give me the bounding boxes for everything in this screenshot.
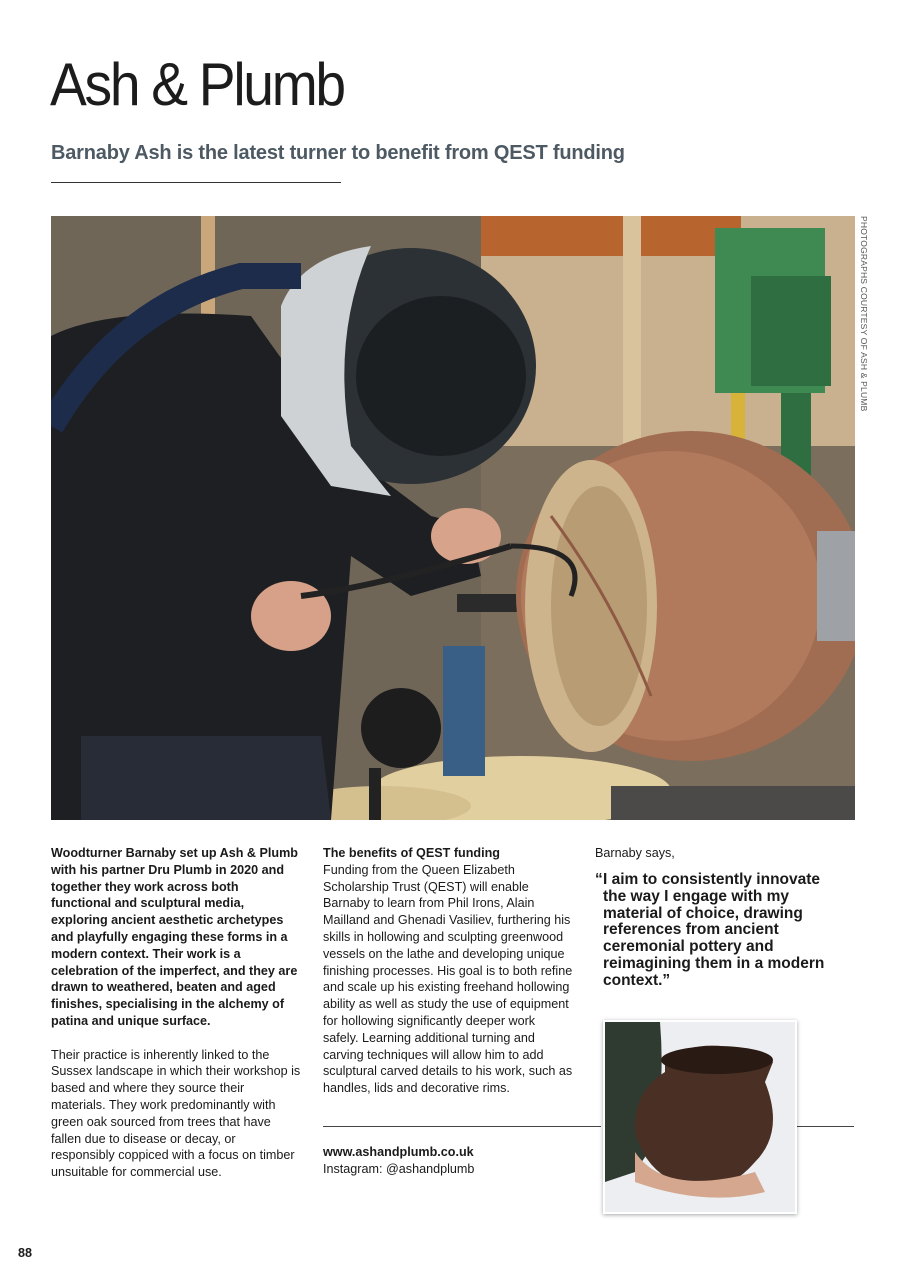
quote-lead: Barnaby says, <box>595 846 675 860</box>
quote-open-mark: “ <box>595 871 603 888</box>
contact-links <box>323 1144 583 1178</box>
vessel-photo <box>603 1020 797 1214</box>
woodturning-photo <box>51 216 855 820</box>
page-subtitle: Barnaby Ash is the latest turner to benefit from QEST funding <box>51 142 625 164</box>
column-3 <box>595 845 855 862</box>
vessel-illustration <box>605 1022 795 1212</box>
quote-text: I aim to consistently innovate the way I engage with my material of choice, drawing references from ancient ceremonial pottery and reimagining them in a modern context.” <box>603 871 825 989</box>
woodturning-illustration <box>51 216 855 820</box>
divider-bottom-left <box>323 1126 601 1127</box>
instagram-handle[interactable]: Instagram: @ashandplumb <box>323 1161 475 1176</box>
divider-bottom-right <box>792 1126 854 1127</box>
column-2 <box>323 845 573 1097</box>
page-title: Ash & Plumb <box>50 51 344 118</box>
website-link[interactable]: www.ashandplumb.co.uk <box>323 1145 474 1159</box>
page-number: 88 <box>18 1246 33 1260</box>
title-divider <box>51 182 341 183</box>
section-heading: The benefits of QEST funding <box>323 846 501 860</box>
photo-credit: PHOTOGRAPHS COURTESY OF ASH & PLUMB <box>859 216 869 412</box>
column-1 <box>51 845 301 1181</box>
intro-paragraph: Woodturner Barnaby set up Ash & Plumb with his partner Dru Plumb in 2020 and together they work across both functional and sculptural media, exploring ancient aesthetic archetypes and playfully engaging these forms in a modern context. Their work is a celebration of the imperfect, and they are drawn to weathered, beaten and aged finishes, specialising in the alchemy of patina and unique surface. <box>51 846 298 1028</box>
pull-quote <box>595 872 845 990</box>
qest-paragraph: Funding from the Queen Elizabeth Scholarship Trust (QEST) will enable Barnaby to learn from Phil Irons, Alain Mailland and Ghenadi Vasiliev, furthering his skills in hollowing and sculpting greenwood vessels on the lathe and developing unique finishing processes. His goal is to both refine and scale up his existing freehand hollowing ability as well as study the use of equipment for hollowing significantly deeper work safely. Learning additional turning and carving techniques will allow him to add sculptural carved details to his work, such as handles, lids and decorative rims. <box>323 862 573 1096</box>
body-paragraph: Their practice is inherently linked to the Sussex landscape in which their workshop is based and where they source their materials. They work predominantly with green oak sourced from trees that have fallen due to disease or decay, or responsibly coppiced with a focus on timber unsuitable for commercial use. <box>51 1047 301 1180</box>
